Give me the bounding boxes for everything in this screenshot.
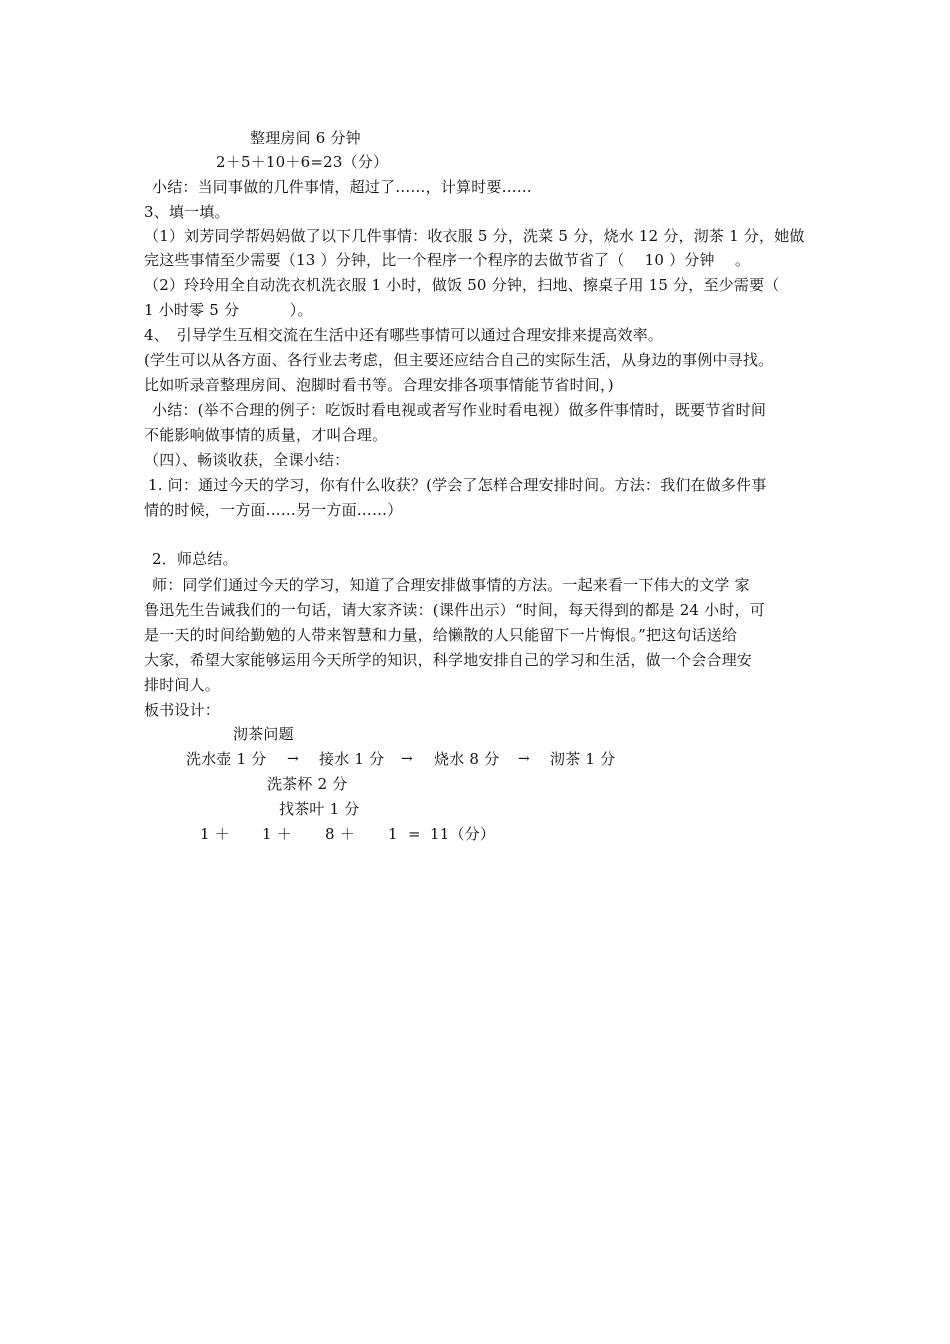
equation-equals: = [408, 825, 421, 843]
text-line: 不能影响做事情的质量，才叫合理。 [144, 426, 388, 444]
text-line: 师：同学们通过今天的学习，知道了合理安排做事情的方法。一起来看一下伟大的文学 家 [152, 576, 750, 594]
text-line: 板书设计： [144, 701, 221, 719]
board-parallel-step: 找茶叶 1 分 [279, 800, 360, 818]
text-line: (学生可以从各方面、各行业去考虑，但主要还应结合自己的实际生活，从身边的事例中寻找。 [144, 351, 774, 369]
board-step: 沏茶 1 分 [550, 750, 616, 768]
text-line: （2）玲玲用全自动洗衣机洗衣服 1 小时，做饭 50 分钟，扫地、擦桌子用 15 分，至少需要（ [144, 276, 780, 294]
text-line: 3、填一填。 [144, 203, 230, 221]
equation-term: 8 ＋ [325, 825, 355, 843]
text-line: 小结：当同事做的几件事情，超过了……，计算时要…… [152, 178, 533, 196]
board-step: 洗水壶 1 分 [186, 750, 267, 768]
text-line: 2．师总结。 [152, 550, 238, 568]
text-line: 鲁迅先生告诫我们的一句话，请大家齐读：(课件出示）“时间，每天得到的都是 24 小时，可 [144, 601, 765, 619]
text-line: 情的时候，一方面……另一方面……） [144, 501, 403, 519]
equation-term: 1 ＋ [262, 825, 292, 843]
text-line: 比如听录音整理房间、泡脚时看书等。合理安排各项事情能节省时间，) [144, 376, 614, 394]
board-title: 沏茶问题 [233, 725, 294, 743]
text-line: 1 小时零 5 分 ）。 [144, 301, 313, 319]
text-line: 完这些事情至少需要（13 ）分钟，比一个程序一个程序的去做节省了（ 10 ）分钟 。 [144, 251, 751, 269]
text-line: 小结：(举不合理的例子：吃饭时看电视或者写作业时看电视）做多件事情时，既要节省时间 [152, 401, 767, 419]
text-line: 1. 问：通过今天的学习，你有什么收获？(学会了怎样合理安排时间。方法：我们在做多件事 [148, 476, 767, 494]
text-line: 大家，希望大家能够运用今天所学的知识，科学地安排自己的学习和生活，做一个会合理安 [144, 651, 753, 669]
right-arrow-icon: → [401, 751, 413, 767]
text-line: 排时间人。 [144, 676, 221, 694]
equation-term: 1 ＋ [200, 825, 230, 843]
text-line: （四）、畅谈收获，全课小结： [144, 451, 350, 469]
equation-term: 1 [388, 825, 398, 843]
text-line: 2＋5＋10＋6=23（分） [216, 153, 389, 171]
equation-result: 11（分） [430, 825, 496, 843]
board-parallel-step: 洗茶杯 2 分 [267, 775, 348, 793]
text-line: 4、 引导学生互相交流在生活中还有哪些事情可以通过合理安排来提高效率。 [144, 326, 664, 344]
text-line: 整理房间 6 分钟 [250, 129, 361, 147]
board-step: 烧水 8 分 [434, 750, 500, 768]
right-arrow-icon: → [287, 751, 299, 767]
text-line: （1）刘芳同学帮妈妈做了以下几件事情：收衣服 5 分，洗菜 5 分，烧水 12 分，沏茶 1 分，她做 [144, 227, 805, 245]
board-step: 接水 1 分 [319, 750, 385, 768]
right-arrow-icon: → [518, 751, 530, 767]
text-line: 是一天的时间给勤勉的人带来智慧和力量，给懒散的人只能留下一片悔恨。”把这句话送给 [144, 626, 738, 644]
